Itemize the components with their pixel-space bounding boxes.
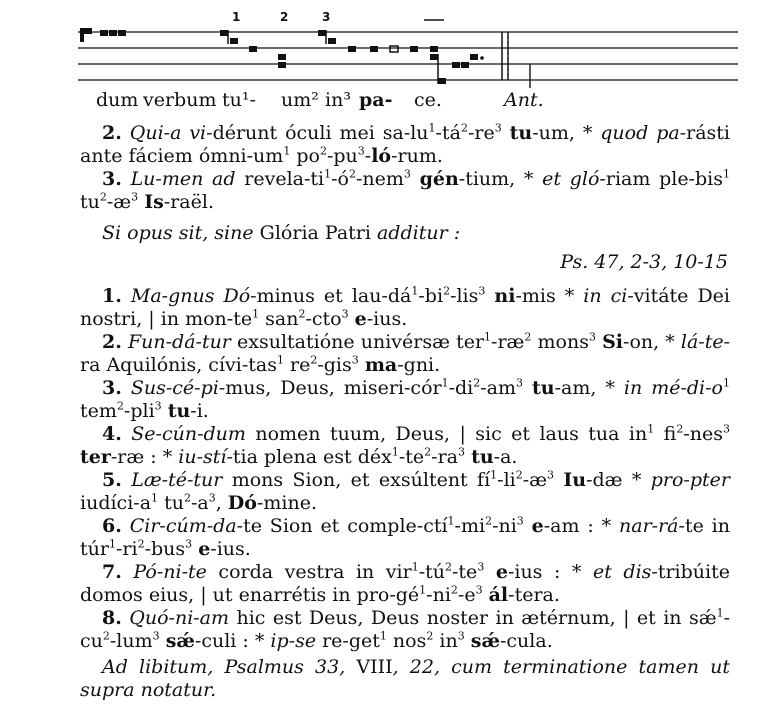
verse: 2. Fun-dá-tur exsultatióne univérsæ $ter^1-ræ^2$ mons$^3$ Si-on, * lá-te-ra Aquilónis, cívi-tas$^1$ $re^2-gis^3$ ma-gni. xyxy=(80,330,731,376)
chant-lyric: um² xyxy=(281,89,319,111)
termination-marker: 1 xyxy=(232,10,241,24)
chant-lyric: ce. xyxy=(414,89,442,111)
chant-lyric: in³ xyxy=(325,89,351,111)
verse: 5. Læ-té-tur mons Sion, et exsúltent $fí^1-li^2-æ^3$ Iu-dæ * pro-pter iudíci-$a^1$ $tu^2-a^3$, Dó-mine. xyxy=(80,468,730,514)
chant-lyric: dum xyxy=(96,89,139,111)
termination-marker: 3 xyxy=(322,10,331,24)
verse: 6. Cir-cúm-da-te Sion et comple-$ctí^1-mi^2-ni^3$ e-am : * nar-rá-te in $túr^1-ri^2-bus^3$ e-ius. xyxy=(80,514,730,560)
psalm-verses xyxy=(80,285,730,653)
verse: 7. Pó-ni-te corda vestra in $vir^1-tú^2-te^3$ e-ius : * et dis-tribúite domos eius, | ut enarrétis in pro-$gé^1-ni^2-e^3$ ál-tera. xyxy=(80,560,730,606)
verse: 1. Ma-gnus Dó-minus et lau-$dá^1-bi^2-lis^3$ ni-mis * in ci-vitáte Dei nostri, | in mon-$te^1$ san$^2$-cto$^3$ e-ius. xyxy=(80,284,730,330)
verse: 4. Se-cún-dum nomen tuum, Deus, | sic et laus tua $in^1$ $fi^2-nes^3$ ter-ræ : * iu-stí-tia plena est $déx^1-te^2-ra^3$ tu-a. xyxy=(80,422,731,468)
chant-staff xyxy=(78,4,738,90)
termination-marker: 2 xyxy=(280,10,289,24)
antiphon-label: Ant. xyxy=(504,89,544,111)
chant-lyric: pa- xyxy=(359,89,393,111)
verse: 3. Lu-men ad revela-$ti^1-ó^2-nem^3$ gén-tium, * et gló-riam ple-bis$^1$ $tu^2-æ^3$ Is-raël. xyxy=(80,167,730,213)
canticle-verses xyxy=(80,122,730,214)
verse: 8. Quó-ni-am hic est Deus, Deus noster in ætérnum, | et in $sǽ^1-cu^2-lum^3$ sǽ-culi : * ip-se re-get$^1$ nos$^2$ $in^3$ sǽ-cula. xyxy=(80,606,730,652)
psalm-reference: Ps. 47, 2-3, 10-15 xyxy=(560,251,728,273)
chant-lyric: verbum xyxy=(143,89,217,111)
verse: 2. Qui-a vi-dérunt óculi mei $sa-lu^1-tá^2-re^3$ tu-um, * quod pa-rásti ante fáciem ómni-$um^1$ $po^2-pu^3-ló$-rum. xyxy=(80,121,730,167)
verse: 3. Sus-cé-pi-mus, Deus, miseri-$cór^1-di^2-am^3$ tu-am, * in $mé-di-o^1$ tem$^2$-pli$^3$ tu-i. xyxy=(80,376,730,422)
chant-lyric: tu¹- xyxy=(222,89,256,111)
rubric: Si opus sit, sine Glória Patri additur : xyxy=(102,222,461,244)
clef-icon xyxy=(80,28,92,42)
closing-rubric: Ad libitum, Psalmus 33, VIII, 22, cum terminatione tamen ut supra notatur. xyxy=(80,656,730,701)
